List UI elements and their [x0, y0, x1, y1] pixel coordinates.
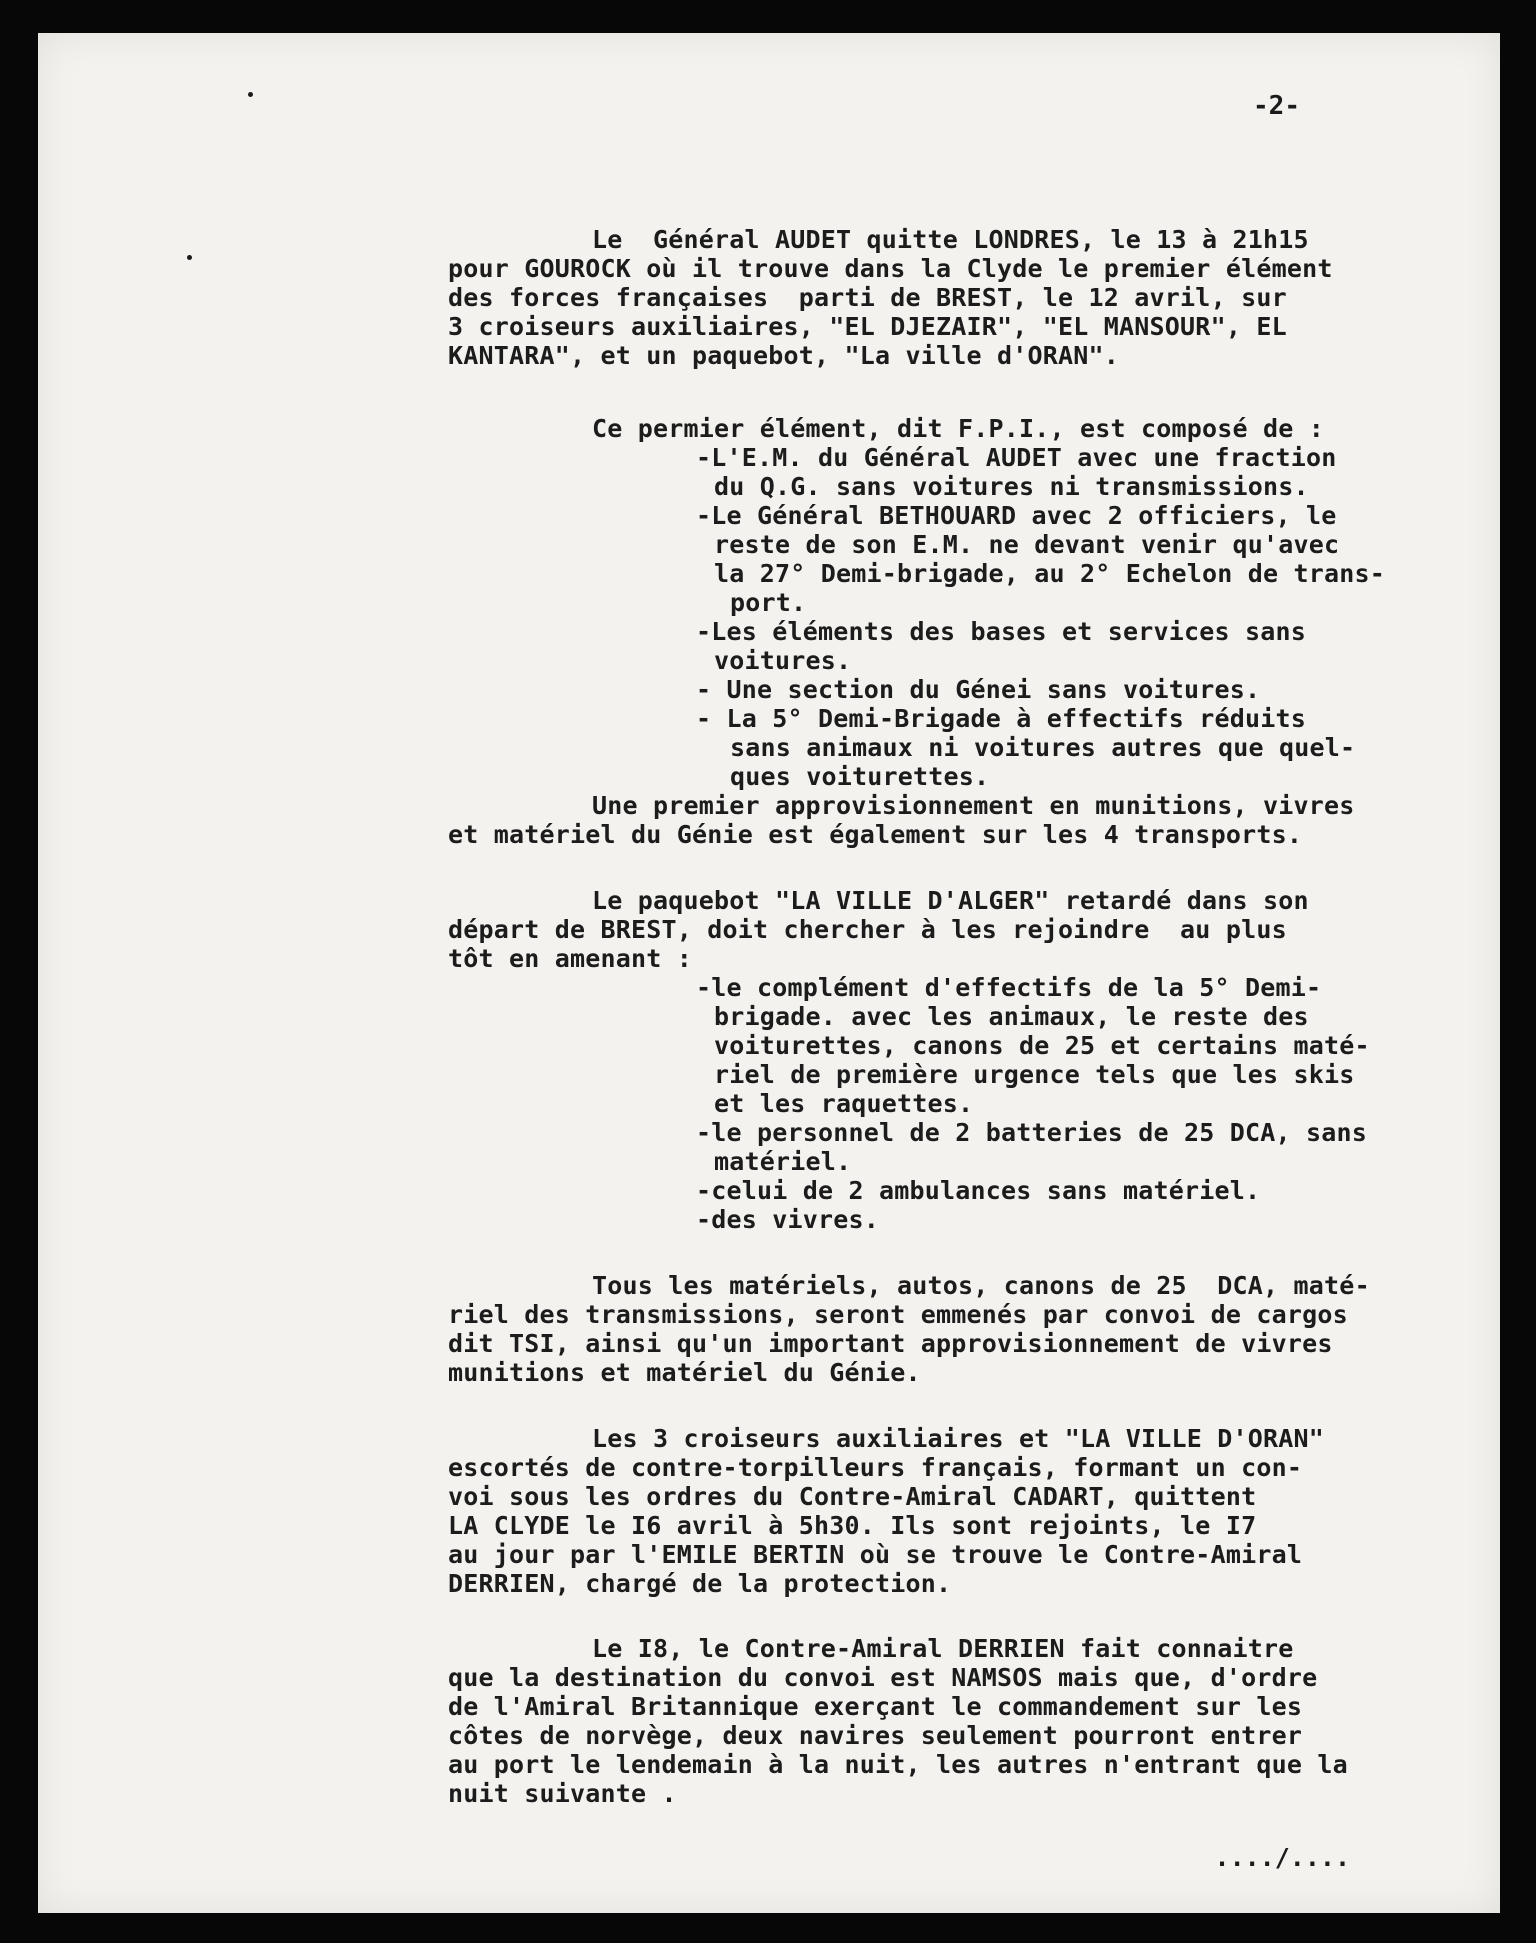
paragraph-4-line-4: munitions et matériel du Génie. [448, 1358, 921, 1387]
paragraph-1-line-3: des forces françaises parti de BREST, le 12 avril, sur [448, 283, 1287, 312]
paragraph-5-line-3: voi sous les ordres du Contre-Amiral CADART, quittent [448, 1482, 1257, 1511]
paragraph-4-line-3: dit TSI, ainsi qu'un important approvisionnement de vivres [448, 1329, 1333, 1358]
paper-speck [187, 255, 192, 260]
paper-speck [248, 92, 253, 97]
paragraph-6-line-1: Le I8, le Contre-Amiral DERRIEN fait connaitre [592, 1634, 1294, 1663]
paragraph-2-line-3: du Q.G. sans voitures ni transmissions. [714, 472, 1309, 501]
paragraph-3-line-6: voiturettes, canons de 25 et certains maté- [714, 1031, 1370, 1060]
continuation-marker: ..../.... [1214, 1843, 1350, 1872]
paragraph-6-line-6: nuit suivante . [448, 1779, 677, 1808]
paragraph-3-line-5: brigade. avec les animaux, le reste des [714, 1002, 1309, 1031]
paragraph-4-line-2: riel des transmissions, seront emmenés par convoi de cargos [448, 1300, 1348, 1329]
paragraph-5-line-2: escortés de contre-torpilleurs français, formant un con- [448, 1453, 1303, 1482]
paragraph-6-line-2: que la destination du convoi est NAMSOS mais que, d'ordre [448, 1663, 1318, 1692]
paragraph-2-line-6: la 27° Demi-brigade, au 2° Echelon de trans- [714, 559, 1386, 588]
paragraph-6-line-4: côtes de norvège, deux navires seulement pourront entrer [448, 1721, 1303, 1750]
paragraph-2-line-9: voitures. [714, 646, 852, 675]
paragraph-3-line-2: départ de BREST, doit chercher à les rejoindre au plus [448, 915, 1287, 944]
paragraph-2-line-7: port. [730, 588, 807, 617]
paragraph-3-line-9: -le personnel de 2 batteries de 25 DCA, sans [696, 1118, 1368, 1147]
paragraph-2-line-15: et matériel du Génie est également sur les 4 transports. [448, 820, 1303, 849]
paragraph-5-line-4: LA CLYDE le I6 avril à 5h30. Ils sont rejoints, le I7 [448, 1511, 1257, 1540]
paragraph-3-line-7: riel de première urgence tels que les skis [714, 1060, 1355, 1089]
paragraph-2-line-12: sans animaux ni voitures autres que quel- [730, 733, 1356, 762]
paragraph-3-line-4: -le complément d'effectifs de la 5° Demi- [696, 973, 1322, 1002]
paragraph-5-line-1: Les 3 croiseurs auxiliaires et "LA VILLE D'ORAN" [592, 1424, 1325, 1453]
paragraph-2-line-2: -L'E.M. du Général AUDET avec une fraction [696, 443, 1337, 472]
paragraph-3-line-10: matériel. [714, 1147, 852, 1176]
paragraph-2-line-1: Ce permier élément, dit F.P.I., est composé de : [592, 414, 1325, 443]
paragraph-2-line-5: reste de son E.M. ne devant venir qu'avec [714, 530, 1340, 559]
paragraph-1-line-2: pour GOUROCK où il trouve dans la Clyde le premier élément [448, 254, 1333, 283]
paragraph-4-line-1: Tous les matériels, autos, canons de 25 DCA, maté- [592, 1271, 1370, 1300]
paragraph-2-line-14: Une premier approvisionnement en munitions, vivres [592, 791, 1355, 820]
paragraph-2-line-4: -Le Général BETHOUARD avec 2 officiers, le [696, 501, 1337, 530]
paragraph-6-line-3: de l'Amiral Britannique exerçant le commandement sur les [448, 1692, 1303, 1721]
paragraph-1-line-5: KANTARA", et un paquebot, "La ville d'ORAN". [448, 341, 1120, 370]
paragraph-5-line-5: au jour par l'EMILE BERTIN où se trouve le Contre-Amiral [448, 1540, 1303, 1569]
page-number: -2- [1253, 91, 1300, 121]
paragraph-2-line-10: - Une section du Génei sans voitures. [696, 675, 1261, 704]
paragraph-3-line-11: -celui de 2 ambulances sans matériel. [696, 1176, 1261, 1205]
paragraph-2-line-8: -Les éléments des bases et services sans [696, 617, 1307, 646]
paragraph-3-line-12: -des vivres. [696, 1205, 880, 1234]
document-page [38, 33, 1500, 1913]
paragraph-3-line-1: Le paquebot "LA VILLE D'ALGER" retardé dans son [592, 886, 1309, 915]
paragraph-5-line-6: DERRIEN, chargé de la protection. [448, 1569, 952, 1598]
paragraph-1-line-4: 3 croiseurs auxiliaires, "EL DJEZAIR", "EL MANSOUR", EL [448, 312, 1287, 341]
paragraph-3-line-8: et les raquettes. [714, 1089, 974, 1118]
paragraph-2-line-13: ques voiturettes. [730, 762, 990, 791]
paragraph-2-line-11: - La 5° Demi-Brigade à effectifs réduits [696, 704, 1307, 733]
paragraph-1-line-1: Le Général AUDET quitte LONDRES, le 13 à 21h15 [592, 225, 1309, 254]
paragraph-3-line-3: tôt en amenant : [448, 944, 693, 973]
paragraph-6-line-5: au port le lendemain à la nuit, les autres n'entrant que la [448, 1750, 1348, 1779]
